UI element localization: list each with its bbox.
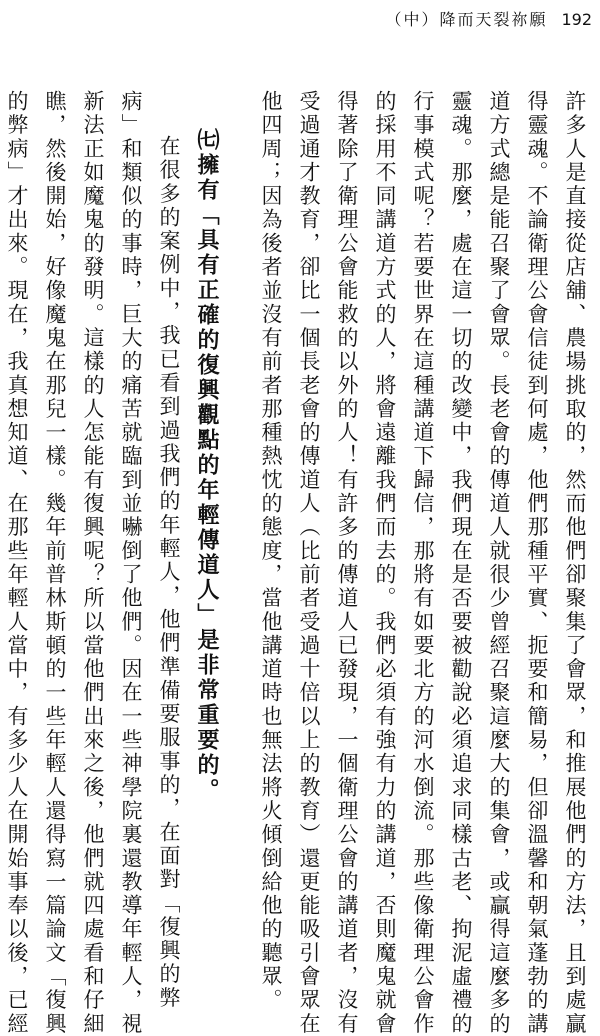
text-column-5: 行事模式呢？若要世界在這種講道下歸信，那將有如要北方的河水倒流。那些像衛理公會作 xyxy=(411,90,435,1036)
section-heading: ㈦擁有「具有正確的復興觀點的年輕傳道人」是非常重要的。 xyxy=(194,128,220,803)
text-column-3: 道方式總是能召聚了會眾。長老會的傳道人就很少曾經召聚這麼大的集會，或贏得這麼多的 xyxy=(487,90,511,1036)
text-column-1: 許多人是直接從店舖、農場挑取的，然而他們卻聚集了會眾，和推展他們的方法，且到處贏 xyxy=(563,90,587,1036)
running-header xyxy=(385,6,592,34)
text-column-8: 受過通才教育，卻比一個長老會的傳道人（比前者受過十倍以上的教育）還更能吸引會眾在 xyxy=(297,90,321,1036)
text-column-10: 在很多的案例中，我已看到過我們的年輕人，他們準備要服事的，在面對「復興的弊 xyxy=(157,135,181,1011)
running-title: （中）降而天裂祢願 xyxy=(385,10,548,29)
text-column-14: 的弊病」才出來。現在，我真想知道、在那些年輕人當中，有多少人在開始事奉以後，已經 xyxy=(5,90,29,1036)
text-column-13: 瞧，然後開始，好像魔鬼在那兒一樣。幾年前普林斯頓的一些年輕人還得寫一篇論文「復興 xyxy=(43,90,67,1036)
page-number: 192 xyxy=(561,10,592,29)
text-column-4: 靈魂。那麼，處在這一切的改變中，我們現在是否要被勸說必須追求同樣古老、拘泥虛禮的 xyxy=(449,90,473,1036)
text-column-7: 得著除了衛理公會能救的以外的人！有許多的傳道人已發現，一個衛理公會的講道者，沒有 xyxy=(335,90,359,1036)
text-column-2: 得靈魂。不論衛理公會信徒到何處，他們那種平實、扼要和簡易，但卻溫馨和朝氣蓬勃的講 xyxy=(525,90,549,1036)
text-column-12: 新法正如魔鬼的發明。這樣的人怎能有復興呢？所以當他們出來之後，他們就四處看和仔細 xyxy=(81,90,105,1036)
text-column-6: 的採用不同講道方式的人，將會遠離我們而去的。我們必須有強有力的講道，否則魔鬼就會 xyxy=(373,90,397,1036)
text-column-11: 病」和類似的事時，巨大的痛苦就臨到並嚇倒了他們。因在一些神學院裏還教導年輕人，視 xyxy=(119,90,143,1036)
text-column-9: 他四周；因為後者並沒有前者那種熱忱的態度，當他講道時也無法將火傾倒給他的聽眾。 xyxy=(259,90,283,1013)
